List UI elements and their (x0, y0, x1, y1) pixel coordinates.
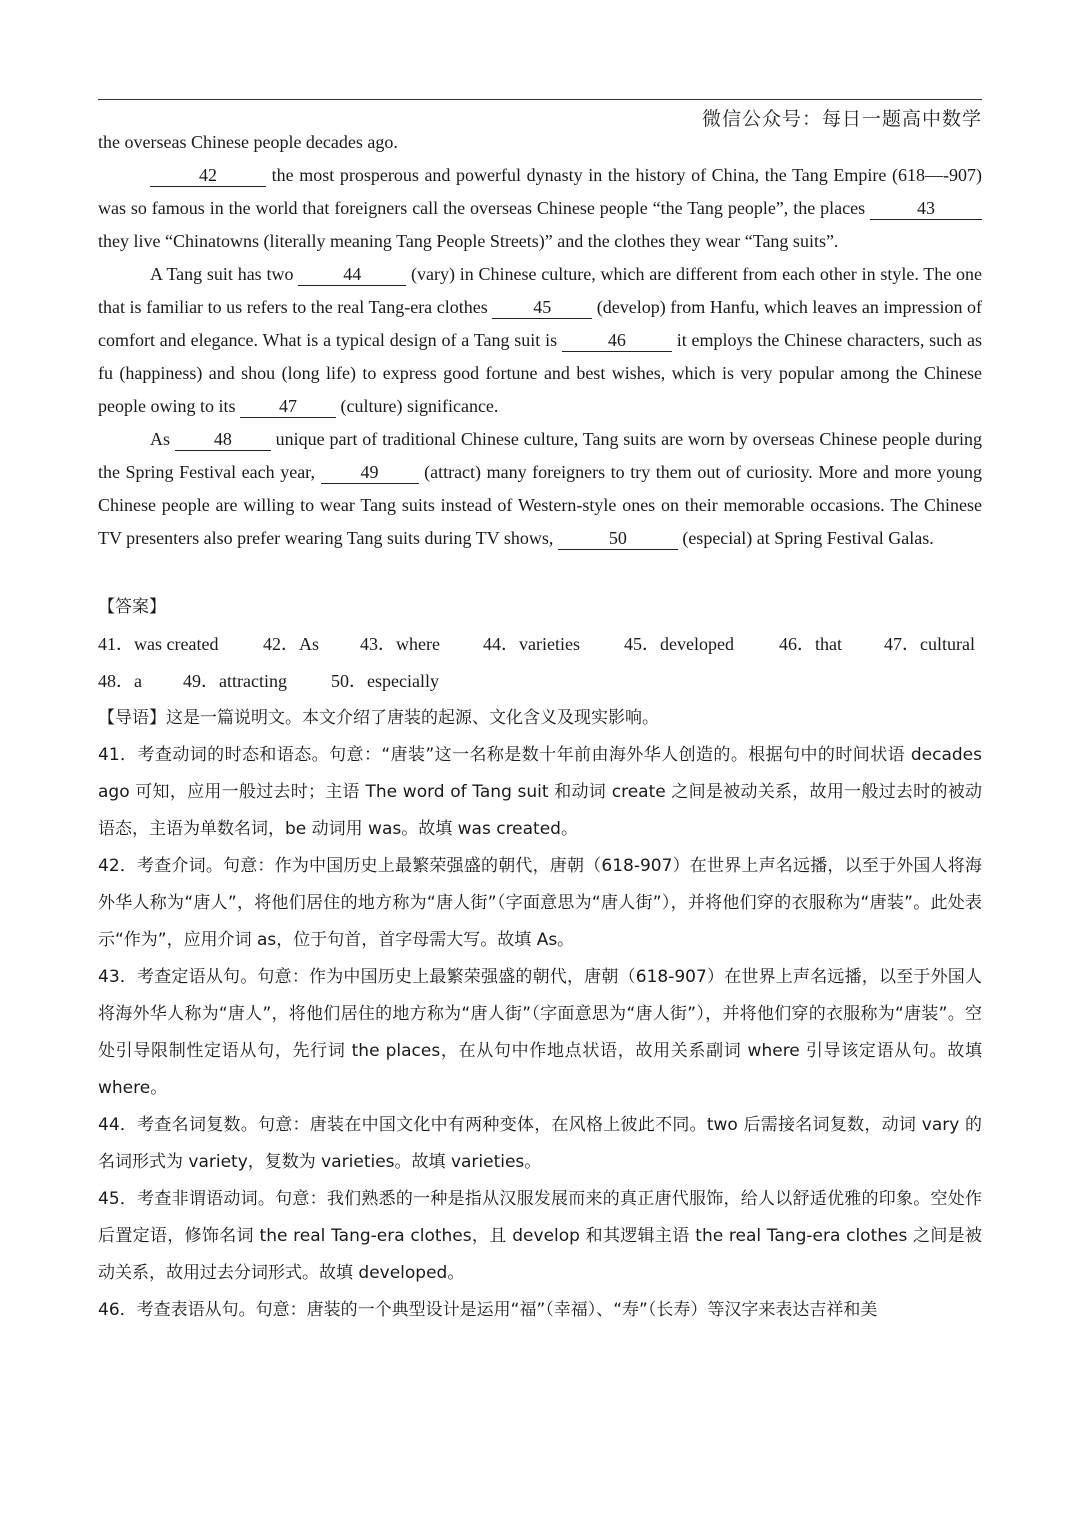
explanation-45: 45．考查非谓语动词。句意：我们熟悉的一种是指从汉服发展而来的真正唐代服饰，给人以舒适优雅的印象。空处作后置定语，修饰名词 the real Tang-era clothes，且 develop 和其逻辑主语 the real Tang-era clothes 之间是被动关系，故用过去分词形式。故填 developed。 (98, 1189, 982, 1283)
passage-line: the overseas Chinese people decades ago. (98, 132, 398, 152)
paragraph-text: A Tang suit has two (150, 264, 299, 284)
paragraph-text: As (150, 429, 175, 449)
answer-item: 47．cultural (884, 634, 975, 654)
answer-item: 41．was created (98, 634, 219, 654)
explanation-46: 46．考查表语从句。句意：唐装的一个典型设计是运用“福”（幸福）、“寿”（长寿）等汉字来表达吉祥和美 (98, 1300, 878, 1320)
answer-item: 49．attracting (183, 671, 287, 691)
paragraph-text: the most prosperous and powerful dynasty in the history of China, the Tang Empire (618—-907) was so famous in the world that foreigners call the overseas Chinese people “the Tang people”, the places (98, 165, 982, 218)
blank-47: 47 (240, 395, 336, 418)
answer-item: 43．where (360, 634, 440, 654)
answer-item: 50．especially (331, 671, 439, 691)
paragraph-text: (culture) significance. (336, 396, 499, 416)
explanation-42: 42．考查介词。句意：作为中国历史上最繁荣强盛的朝代，唐朝（618-907）在世界上声名远播，以至于外国人将海外华人称为“唐人”，将他们居住的地方称为“唐人街”（字面意思为“唐人街”），并将他们穿的衣服称为“唐装”。此处表示“作为”，应用介词 as，位于句首，首字母需大写。故填 As。 (98, 856, 982, 950)
passage-paragraph-2 (98, 258, 982, 423)
answer-heading: 【答案】 (98, 597, 166, 617)
passage-paragraph-1 (98, 159, 982, 258)
explanation-43: 43．考查定语从句。句意：作为中国历史上最繁荣强盛的朝代，唐朝（618-907）在世界上声名远播，以至于外国人将海外华人称为“唐人”，将他们居住的地方称为“唐人街”（字面意思为“唐人街”），并将他们穿的衣服称为“唐装”。空处引导限制性定语从句，先行词 the places，在从句中作地点状语，故用关系副词 where 引导该定语从句。故填 where。 (98, 967, 982, 1098)
blank-43: 43 (870, 197, 982, 220)
blank-46: 46 (562, 329, 672, 352)
paragraph-text: (attract) many foreigners to try them out of curiosity. More and more young Chinese people are willing to wear Tang suits instead of Western-style ones on their memorable occasions. The Chinese TV presenters also prefer wearing Tang suits during TV shows, (98, 462, 982, 548)
paragraph-text: (vary) in Chinese culture, which are different from each other in style. The one that is familiar to us refers to the real Tang-era clothes (98, 264, 982, 317)
blank-48: 48 (175, 428, 271, 451)
answer-item: 46．that (779, 634, 842, 654)
answer-key (98, 626, 982, 700)
answer-item: 45．developed (624, 634, 734, 654)
paragraph-text: (develop) from Hanfu, which leaves an impression of comfort and elegance. What is a typical design of a Tang suit is (98, 297, 982, 350)
answer-item: 42．As (263, 634, 320, 654)
blank-50: 50 (558, 527, 678, 550)
explanation-44: 44．考查名词复数。句意：唐装在中国文化中有两种变体，在风格上彼此不同。two 后需接名词复数，动词 vary 的名词形式为 variety，复数为 varieties。故填 varieties。 (98, 1115, 982, 1172)
explanation-41: 41．考查动词的时态和语态。句意：“唐装”这一名称是数十年前由海外华人创造的。根据句中的时间状语 decades ago 可知，应用一般过去时；主语 The word of Tang suit 和动词 create 之间是被动关系，故用一般过去时的被动语态，主语为单数名词，be 动词用 was。故填 was created。 (98, 745, 982, 839)
answer-item: 48．a (98, 671, 142, 691)
header-rule (98, 99, 982, 100)
blank-49: 49 (321, 461, 419, 484)
blank-45: 45 (492, 296, 592, 319)
paragraph-text: they live “Chinatowns (literally meaning Tang People Streets)” and the clothes they wear “Tang suits”. (98, 231, 839, 251)
passage-paragraph-3 (98, 423, 982, 555)
paragraph-text: unique part of traditional Chinese culture, Tang suits are worn by overseas Chinese people during the Spring Festival each year, (98, 429, 982, 482)
paragraph-text: (especial) at Spring Festival Galas. (677, 528, 934, 548)
header-watermark: 微信公众号：每日一题高中数学 (701, 108, 982, 130)
blank-42: 42 (150, 164, 266, 187)
intro-note: 【导语】这是一篇说明文。本文介绍了唐装的起源、文化含义及现实影响。 (98, 708, 659, 728)
paragraph-text: it employs the Chinese characters, such as fu (happiness) and shou (long life) to express good fortune and best wishes, which is very popular among the Chinese people owing to its (98, 330, 982, 416)
answer-item: 44．varieties (483, 634, 580, 654)
blank-44: 44 (298, 263, 406, 286)
document-body (98, 126, 982, 1329)
